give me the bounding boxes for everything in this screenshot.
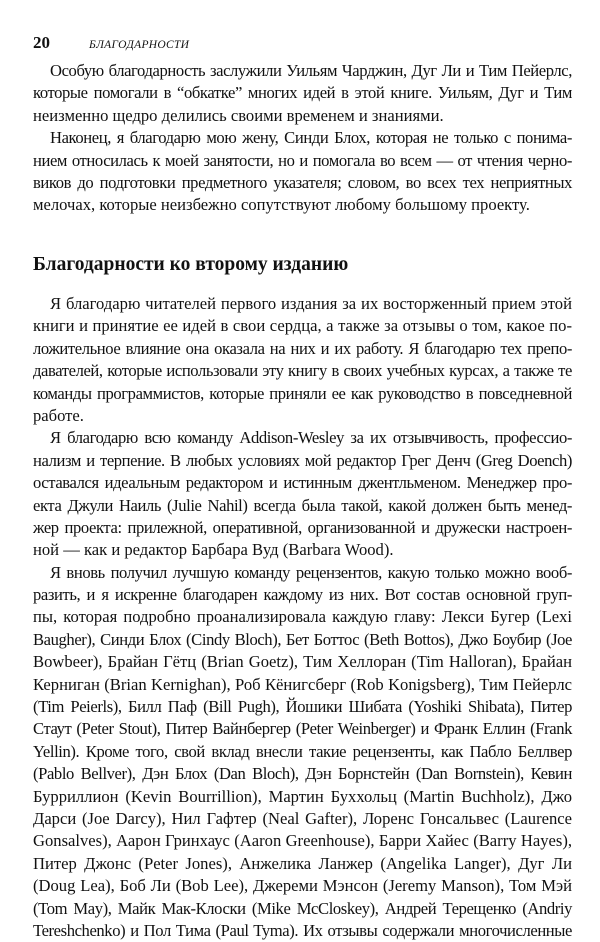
paragraph [33,60,572,127]
text-line: ной — как и редактор Барбара Вуд (Barbara Wood). [33,540,394,560]
text-line: Керниган (Brian Kernighan), Роб Кёнигсберг (Rob Konigsberg), Тим Пейерлс [33,674,572,694]
text-line: неизменно щедро делились своими временем и знаниями. [33,105,444,125]
text-line: Gonsalves), Аарон Гринхаус (Aaron Greenhouse), Барри Хайес (Barry Hayes), [33,831,572,851]
text-line: которые помогали в “обкатке” многих идей в этой книге. Уильям, Дуг и Тим [33,83,572,103]
running-head [33,33,189,53]
text-line: (Tom May), Майк Мак-Клоски (Mike McCloskey), Андрей Терещенко (Andriy [33,898,572,918]
text-line: (Doug Lea), Боб Ли (Bob Lee), Джереми Мэнсон (Jeremy Manson), Том Мэй [33,876,572,896]
paragraph [33,127,572,217]
paragraph [33,427,572,561]
text-line: Стаут (Peter Stout), Питер Вайнбергер (Peter Weinberger) и Франк Еллин (Frank [33,719,572,739]
text-line: пы, которая подробно проанализировала каждую главу: Лекси Бугер (Lexi [33,607,572,627]
page-number: 20 [33,33,50,52]
text-line: Наконец, я благодарю мою жену, Синди Блох, которая не только с понима- [50,128,572,148]
text-line: разить, и я искренне благодарен каждому из них. Вот состав основной груп- [33,585,572,605]
text-line: команды программистов, которые приняли ее как руководство в повседневной [33,383,572,403]
text-line: Бурриллион (Kevin Bourrillion), Мартин Буххольц (Martin Buchholz), Джо [33,786,572,806]
text-line: ложительное влияние она оказала на них и их работу. Я благодарю тех препо- [33,338,572,358]
text-line: екта Джули Наиль (Julie Nahil) всегда была такой, какой должен быть менед- [33,495,572,515]
text-line: мелочах, которые неизбежно сопутствуют любому большому проекту. [33,195,530,215]
text-line: Я благодарю читателей первого издания за их восторженный прием этой [50,294,572,313]
text-line: работе. [33,405,84,425]
text-line: оставался идеальным редактором и истинным джентльменом. Менеджер про- [33,473,572,493]
text-line: нием относилась к моей занятости, но и помогала во всем — от чтения черно- [33,150,572,170]
text-line: Yellin). Кроме того, свой вклад внесли такие рецензенты, как Пабло Беллвер [33,741,572,761]
text-line: жер проекта: прилежной, оперативной, организованной и дружески настроен- [33,517,572,537]
text-line: книги и принятие ее идей в свои сердца, а также за отзывы о том, какое по- [33,316,572,336]
text-line: (Pablo Bellver), Дэн Блох (Dan Bloch), Дэн Борнстейн (Dan Bornstein), Кевин [33,764,572,784]
paragraph [33,293,572,427]
text-line: Питер Джонс (Peter Jones), Анжелика Ланжер (Angelika Langer), Дуг Ли [33,853,572,873]
paragraph [33,562,572,942]
text-line: Bowbeer), Брайан Гётц (Brian Goetz), Тим Хеллоран (Tim Halloran), Брайан [33,652,572,672]
section-heading: Благодарности ко второму изданию [33,254,349,275]
text-line: нализм и терпение. В любых условиях мой редактор Грег Денч (Greg Doench) [33,450,572,470]
text-line: Я вновь получил лучшую команду рецензентов, какую только можно вооб- [50,562,572,582]
section-acknowledgements-text [33,60,572,217]
running-head-title: БЛАГОДАРНОСТИ [89,39,190,51]
text-line: Дарси (Joe Darcy), Нил Гафтер (Neal Gafter), Лоренс Гонсальвес (Laurence [33,808,572,828]
text-line: виков до подготовки предметного указателя; словом, во всех тех неприятных [33,172,572,192]
text-line: Я благодарю всю команду Addison-Wesley за их отзывчивость, профессио- [50,428,572,448]
text-line: Особую благодарность заслужили Уильям Чарджин, Дуг Ли и Тим Пейерлс, [50,61,572,80]
text-line: Baugher), Синди Блох (Cindy Bloch), Бет Боттос (Beth Bottos), Джо Боубир (Joe [33,629,572,649]
text-line: давателей, которые использовали эту книгу в своих учебных курсах, а также те [33,361,572,381]
text-line: (Tim Peierls), Билл Паф (Bill Pugh), Йошики Шибата (Yoshiki Shibata), Питер [33,697,572,717]
text-line: Tereshchenko) и Пол Тима (Paul Tyma). Их отзывы содержали многочисленные [33,920,572,940]
section-second-edition-text [33,293,572,942]
